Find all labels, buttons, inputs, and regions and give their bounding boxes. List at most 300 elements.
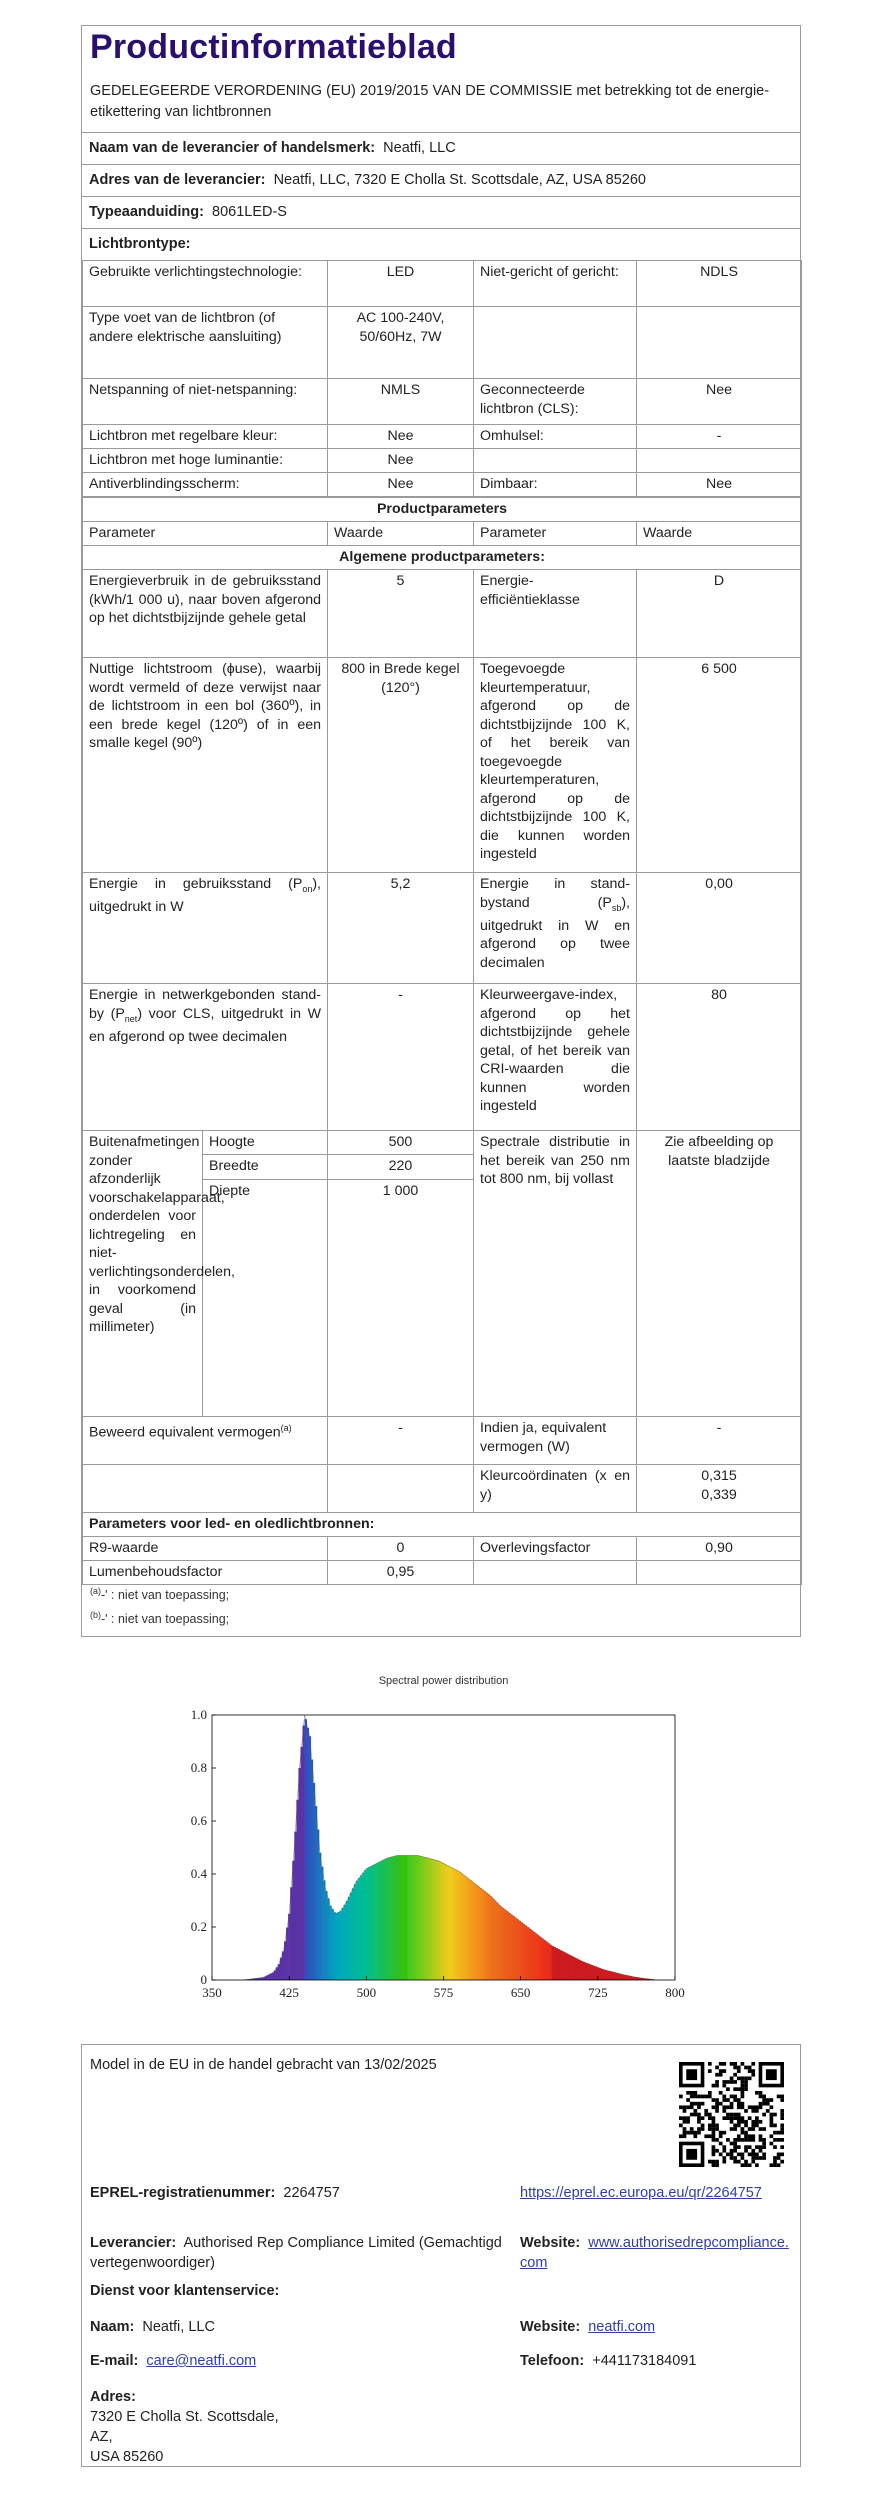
envelope-label: Omhulsel: [474,425,637,449]
qr-module [697,2113,701,2117]
qr-module [712,2149,716,2153]
qr-module [733,2145,737,2149]
qr-module [773,2160,777,2164]
qr-module [701,2095,705,2099]
qr-module [762,2142,766,2146]
qr-module [759,2091,763,2095]
qr-module [737,2134,741,2138]
qr-module [719,2069,723,2073]
qr-module [751,2073,755,2077]
useful-flux-label: Nuttige lichtstroom (ϕuse), waarbij wordt vermeld of deze verwijst naar de lichtstroom in een bol (360º), in een brede kegel (120º) of in een smalle kegel (90º) [83,658,328,873]
spectrum-bar [552,1946,554,1980]
spectrum-bar [323,1880,325,1980]
column-header-value: Waarde [328,522,474,546]
spectrum-bar [327,1898,329,1980]
spectrum-bar [630,1976,632,1980]
qr-finder [686,2149,697,2160]
spectrum-bar [342,1908,344,1980]
qr-module [733,2113,737,2117]
spectrum-bar [377,1863,379,1980]
spectrum-bar [582,1962,584,1980]
spectrum-bar [315,1806,317,1980]
spectrum-bar [566,1954,568,1981]
qr-module [755,2120,759,2124]
qr-module [780,2145,784,2149]
column-header-value-2: Waarde [637,522,802,546]
spectrum-bar [434,1860,436,1980]
energy-consumption-label: Energieverbruik in de gebruiksstand (kWh/1 000 u), naar boven afgerond op het dichtstbijzijnde gehele getal [83,570,328,658]
spectrum-bar [290,1887,292,1980]
spectrum-bar [603,1970,605,1980]
spectrum-bar [549,1945,551,1980]
spectrum-bar [340,1911,342,1980]
qr-module [759,2120,763,2124]
qr-module [777,2095,781,2099]
qr-module [701,2102,705,2106]
model-identifier-row [82,196,800,228]
qr-module [690,2131,694,2135]
qr-module [719,2153,723,2157]
spectrum-bar [344,1905,346,1980]
qr-module [751,2134,755,2138]
qr-module [733,2127,737,2131]
spectrum-bar [514,1918,516,1980]
rep-website: Website: www.authorisedrepcompliance.com [520,2235,789,2271]
customer-service-title: Dienst voor klantenservice: [90,2283,280,2299]
qr-module [773,2138,777,2142]
lighting-technology-value: LED [328,261,474,307]
spectrum-bar [276,1967,278,1980]
anti-glare-value: Nee [328,473,474,497]
r9-label: R9-waarde [83,1537,328,1561]
x-tick-label: 725 [588,1985,608,2000]
qr-module [780,2113,784,2117]
qr-module [697,2116,701,2120]
qr-module [726,2080,730,2084]
spectrum-bar [508,1913,510,1980]
qr-module [693,2134,697,2138]
qr-module [762,2098,766,2102]
spectrum-bar [335,1913,337,1980]
qr-module [722,2149,726,2153]
spectrum-bar [288,1914,290,1980]
qr-module [744,2080,748,2084]
spectrum-bar [587,1963,589,1980]
qr-module [741,2120,745,2124]
qr-module [755,2153,759,2157]
spectrum-bar [366,1868,368,1980]
qr-module [780,2138,784,2142]
qr-module [690,2091,694,2095]
qr-module [751,2120,755,2124]
qr-module [733,2073,737,2077]
r9-value: 0 [328,1537,474,1561]
led-parameters-heading: Parameters voor led- en oledlichtbronnen: [83,1513,802,1537]
qr-module [712,2163,716,2167]
qr-module [770,2163,774,2167]
qr-module [780,2098,784,2102]
qr-module [712,2131,716,2135]
qr-module [708,2124,712,2128]
footnote-b: $^{(b)}$-' : niet van toepassing; [90,1610,230,1627]
qr-module [737,2105,741,2109]
qr-module [708,2091,712,2095]
qr-module [722,2109,726,2113]
qr-module [744,2145,748,2149]
qr-module [722,2160,726,2164]
qr-module [715,2102,719,2106]
spectrum-bar [453,1869,455,1980]
column-header-parameter: Parameter [83,522,328,546]
qr-module [770,2120,774,2124]
qr-module [762,2113,766,2117]
energy-consumption-value: 5 [328,570,474,658]
height-label: Hoogte [203,1131,328,1155]
qr-module [719,2091,723,2095]
qr-module [737,2124,741,2128]
page-title: Productinformatieblad [90,28,457,66]
qr-module [683,2120,687,2124]
service-website-link[interactable]: neatfi.com [588,2319,656,2335]
qr-module [697,2105,701,2109]
spectrum-bar [418,1856,420,1980]
qr-module [737,2098,741,2102]
qr-module [744,2120,748,2124]
qr-module [773,2145,777,2149]
spectrum-bar [469,1880,471,1980]
placed-on-market-text: Model in de EU in de handel gebracht van 13/02/2025 [90,2057,437,2073]
spectrum-bar [300,1747,302,1980]
qr-module [751,2127,755,2131]
spectrum-bar [333,1912,335,1980]
spectrum-bar [356,1881,358,1980]
spectrum-bar [580,1961,582,1980]
regulation-subtitle: GEDELEGEERDE VERORDENING (EU) 2019/2015 VAN DE COMMISSIE met betrekking tot de energie-etikettering van lichtbronnen [90,83,770,120]
rep-website-link[interactable]: www.authorisedrepcompliance.com [520,2235,789,2271]
spectrum-bar [309,1736,311,1980]
spectrum-bar [381,1861,383,1980]
claimed-power-value: - [328,1417,474,1465]
spectrum-bar [535,1934,537,1980]
qr-module [737,2120,741,2124]
authorised-rep: Leverancier: Authorised Rep Compliance Limited (Gemachtigd vertegenwoordiger) [90,2235,502,2271]
qr-module [748,2127,752,2131]
spectrum-bar [457,1871,459,1980]
qr-module [741,2156,745,2160]
spectrum-bar [634,1977,636,1980]
spectrum-bar [440,1862,442,1980]
qr-module [726,2138,730,2142]
spectrum-bar [350,1893,352,1980]
qr-module [770,2098,774,2102]
spectrum-bar [589,1964,591,1980]
qr-module [777,2153,781,2157]
qr-module [708,2095,712,2099]
energy-class-value: D [637,570,802,658]
qr-module [759,2095,763,2099]
qr-module [741,2131,745,2135]
qr-module [683,2105,687,2109]
spectrum-bar [303,1726,305,1980]
qr-module [744,2134,748,2138]
qr-module [755,2109,759,2113]
y-tick-label: 0.8 [190,1760,207,1775]
qr-module [722,2145,726,2149]
qr-module [751,2062,755,2066]
qr-finder [686,2069,697,2080]
x-tick-label: 800 [665,1985,685,2000]
spectrum-bar [331,1909,333,1980]
qr-module [679,2105,683,2109]
qr-module [683,2131,687,2135]
spectrum-bar [482,1890,484,1980]
spectrum-bar [362,1873,364,1980]
qr-module [686,2120,690,2124]
cri-label: Kleurweergave-index, afgerond op het dichtstbijzijnde gehele getal, of het bereik van CRI-waarden die kunnen worden ingesteld [474,984,637,1131]
on-mode-power-value: 5,2 [328,873,474,984]
spectrum-bar [305,1719,307,1980]
qr-module [748,2153,752,2157]
spectrum-bar [370,1866,372,1980]
spectrum-bar [422,1857,424,1980]
spectrum-bar [584,1963,586,1980]
eprel-info-box [81,2044,801,2467]
qr-module [708,2062,712,2066]
qr-module [704,2095,708,2099]
y-tick-label: 0.6 [190,1813,207,1828]
cls-value: Nee [637,379,802,425]
x-tick-label: 650 [510,1985,531,2000]
qr-module [770,2134,774,2138]
spectrum-bar [463,1875,465,1980]
qr-module [780,2160,784,2164]
supplier-address-row [82,164,800,196]
service-email-link[interactable]: care@neatfi.com [146,2353,257,2369]
qr-module [715,2073,719,2077]
spectrum-bar [560,1950,562,1980]
qr-module [780,2109,784,2113]
spectrum-bar [533,1932,535,1980]
depth-value: 1 000 [328,1179,474,1416]
qr-module [715,2066,719,2070]
supplier-name-label: Naam van de leverancier of handelsmerk: [89,140,376,156]
spectrum-bar [364,1870,366,1980]
spectrum-bar [556,1948,558,1980]
qr-module [766,2109,770,2113]
spectrum-bar [473,1883,475,1980]
qr-module [693,2113,697,2117]
spectrum-bar [405,1855,407,1980]
qr-module [766,2102,770,2106]
on-mode-power-label: Energie in gebruiksstand $(P_{on})$, uitgedrukt in W [83,873,328,984]
useful-flux-value: 800 in Brede kegel (120°) [328,658,474,873]
qr-module [726,2153,730,2157]
qr-module [712,2116,716,2120]
qr-module [708,2134,712,2138]
height-value: 500 [328,1131,474,1155]
eprel-link[interactable]: https://eprel.ec.europa.eu/qr/2264757 [520,2185,762,2201]
qr-module [730,2076,734,2080]
qr-module [744,2131,748,2135]
qr-module [777,2138,781,2142]
spectrum-bar [609,1971,611,1980]
qr-module [759,2149,763,2153]
spectrum-bar [517,1919,519,1980]
qr-module [773,2113,777,2117]
tunable-colour-value: Nee [328,425,474,449]
spectrum-bar [570,1956,572,1980]
qr-module [715,2127,719,2131]
spectrum-bar [626,1975,628,1980]
spectrum-bar [539,1937,541,1980]
spectrum-bar [368,1867,370,1980]
footnote-a: $^{(a)}$-' : niet van toepassing; [90,1586,230,1603]
qr-module [683,2127,687,2131]
spectrum-bar [317,1829,319,1980]
product-parameters-heading: Productparameters [83,498,802,522]
qr-module [690,2113,694,2117]
qr-module [770,2142,774,2146]
qr-module [708,2160,712,2164]
product-information-sheet [81,25,801,1637]
qr-module [780,2124,784,2128]
qr-module [744,2149,748,2153]
y-tick-label: 0.4 [190,1866,207,1881]
qr-module [708,2113,712,2117]
spectrum-bar [601,1969,603,1980]
spectrum-bar [354,1884,356,1980]
spectrum-bar [547,1943,549,1980]
spectrum-bar [329,1906,331,1980]
qr-module [733,2098,737,2102]
qr-module [733,2116,737,2120]
qr-module [693,2095,697,2099]
spectrum-bar [465,1877,467,1980]
qr-module [730,2142,734,2146]
qr-module [744,2084,748,2088]
spectrum-bar [490,1896,492,1980]
qr-module [693,2091,697,2095]
energy-class-label: Energie-efficiëntieklasse [474,570,637,658]
qr-module [762,2153,766,2157]
spectrum-bar [426,1858,428,1980]
qr-module [719,2142,723,2146]
x-tick-label: 425 [279,1985,299,2000]
qr-finder [766,2069,777,2080]
qr-module [733,2066,737,2070]
qr-module [712,2138,716,2142]
qr-module [759,2134,763,2138]
qr-module [690,2127,694,2131]
spectrum-bar [393,1856,395,1980]
qr-module [715,2160,719,2164]
qr-module [741,2102,745,2106]
cap-type-label: Type voet van de lichtbron (of andere elektrische aansluiting) [83,307,328,379]
standby-power-value: 0,00 [637,873,802,984]
qr-module [693,2109,697,2113]
qr-module [773,2124,777,2128]
spectrum-bar [447,1866,449,1980]
spectrum-bar [545,1942,547,1980]
qr-module [733,2095,737,2099]
depth-label: Diepte [203,1179,328,1416]
qr-module [715,2098,719,2102]
mains-label: Netspanning of niet-netspanning: [83,379,328,425]
spectrum-bar [416,1855,418,1980]
spectrum-bar [311,1760,313,1980]
qr-module [759,2105,763,2109]
spectrum-bar [432,1859,434,1980]
qr-module [726,2113,730,2117]
qr-module [780,2131,784,2135]
spectrum-bar [379,1862,381,1980]
chromaticity-value: 0,315 0,339 [637,1465,802,1513]
qr-module [701,2124,705,2128]
qr-module [719,2102,723,2106]
tunable-colour-label: Lichtbron met regelbare kleur: [83,425,328,449]
spectrum-bar [338,1912,340,1980]
qr-module [737,2076,741,2080]
qr-module [690,2102,694,2106]
high-luminance-value: Nee [328,449,474,473]
spectral-power-svg [180,1660,700,2020]
qr-module [751,2153,755,2157]
spectrum-bar [519,1921,521,1980]
qr-module [751,2138,755,2142]
qr-module [773,2156,777,2160]
qr-module [770,2113,774,2117]
qr-module [755,2116,759,2120]
spectrum-bar [498,1905,500,1980]
qr-module [722,2062,726,2066]
qr-module [686,2116,690,2120]
qr-module [755,2163,759,2167]
qr-module [693,2102,697,2106]
spectrum-bar [424,1857,426,1980]
spectrum-bar [391,1857,393,1980]
spectrum-bar [403,1855,405,1980]
qr-module [712,2160,716,2164]
spectrum-bar [459,1872,461,1980]
qr-module [751,2160,755,2164]
x-tick-label: 350 [202,1985,222,2000]
qr-module [762,2156,766,2160]
qr-module [737,2160,741,2164]
qr-module [730,2095,734,2099]
spectrum-bar [615,1973,617,1980]
spectrum-bar [445,1864,447,1980]
qr-module [744,2076,748,2080]
qr-module [708,2116,712,2120]
spectrum-bar [292,1861,294,1980]
qr-module [737,2153,741,2157]
spectrum-bar [574,1958,576,1980]
spectrum-bar [428,1858,430,1980]
service-phone: Telefoon: +441173184091 [520,2353,697,2369]
spectrum-bar [617,1973,619,1980]
qr-module [697,2102,701,2106]
qr-module [733,2160,737,2164]
qr-module [712,2124,716,2128]
spectrum-bar [313,1783,315,1980]
qr-module [748,2163,752,2167]
outer-dimensions-label: Buitenafmetingen zonder afzonderlijk voorschakelapparaat, onderdelen voor lichtregeling en niet-verlichtingsonderdelen, in voorkomend geval (in millimeter) [83,1131,203,1417]
spectrum-bar [512,1916,514,1980]
qr-code-icon[interactable] [679,2062,784,2167]
spectrum-bar [455,1870,457,1980]
spectrum-bar [628,1976,630,1980]
qr-module [741,2084,745,2088]
